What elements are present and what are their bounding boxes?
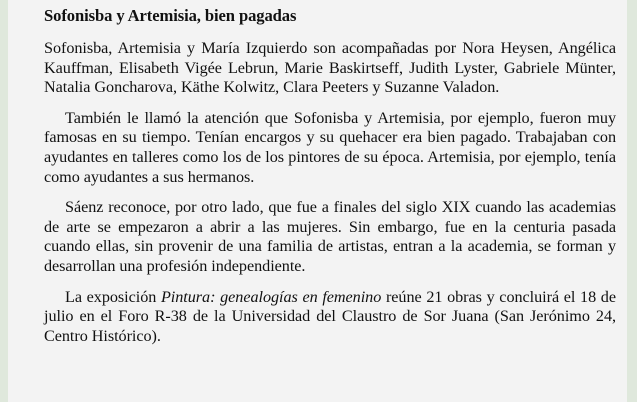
article-title: Sofonisba y Artemisia, bien pagadas bbox=[44, 6, 297, 25]
left-margin-strip bbox=[0, 0, 8, 402]
paragraph-4 bbox=[44, 288, 616, 347]
paragraph-3: Sáenz reconoce, por otro lado, que fue a finales del siglo XIX cuando las academias de arte se empezaron a abrir a las mujeres. Sin embargo, fue en la centuria pasada cuando ellas, sin provenir de una familia de artistas, entran a la academia, se forman y desarrollan una profesión independiente. bbox=[44, 198, 616, 275]
paragraph-4-before: La exposición bbox=[65, 287, 161, 306]
article bbox=[44, 6, 616, 357]
paragraph-2: También le llamó la atención que Sofonisba y Artemisia, por ejemplo, fueron muy famosas en su tiempo. Tenían encargos y su quehacer era bien pagado. Trabajaban con ayudantes en talleres como los de los pintores de su época. Artemisia, por ejemplo, tenía como ayudantes a sus hermanos. bbox=[44, 108, 616, 186]
exhibition-title: Pintura: genealogías en femenino bbox=[160, 287, 382, 306]
paragraph-1: Sofonisba, Artemisia y María Izquierdo son acompañadas por Nora Heysen, Angélica Kauffman, Elisabeth Vigée Lebrun, Marie Baskirtseff, Judith Lyster, Gabriele Münter, Natalia Goncharova, Käthe Kolwitz, Clara Peeters y Suzanne Valadon. bbox=[44, 39, 616, 97]
right-margin-strip bbox=[627, 0, 637, 402]
paragraph-4-after: reúne 21 obras y concluirá el 18 de julio en el Foro R-38 de la Universidad del Claustro de Sor Juana (San Jerónimo 24, Centro Histórico). bbox=[44, 287, 616, 345]
